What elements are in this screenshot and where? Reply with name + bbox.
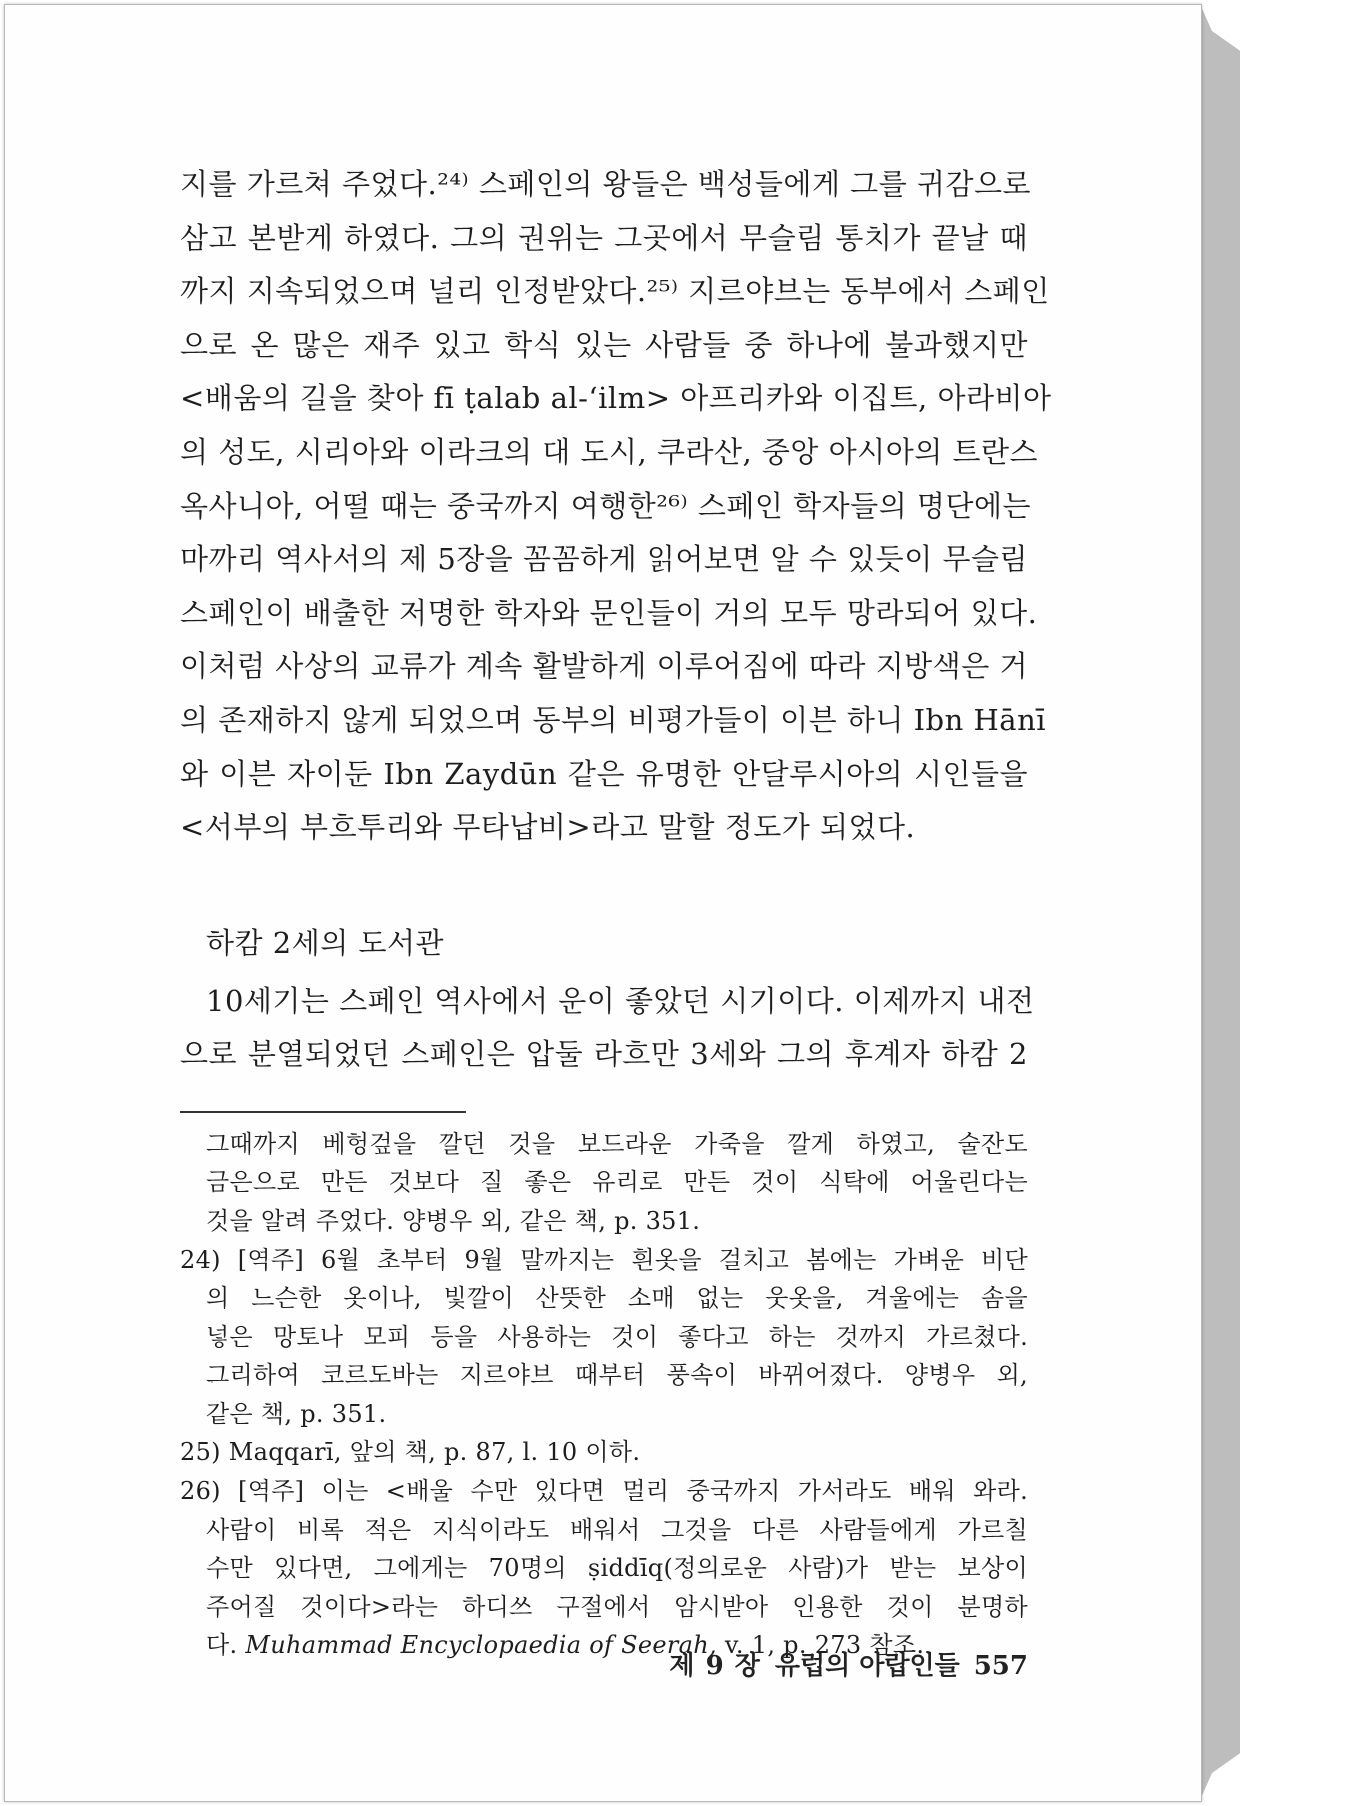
body-paragraph (180, 158, 1052, 855)
section-paragraph (180, 975, 1035, 1081)
footnote-line: 주어질 것이다>라는 하디쓰 구절에서 암시받아 인용한 것이 분명하 (206, 1592, 1028, 1621)
text-line: 까지 지속되었으며 널리 인정받았다.²⁵⁾ 지르야브는 동부에서 스페인 (180, 274, 1050, 309)
footnotes (180, 1125, 1028, 1665)
text-line: <서부의 부흐투리와 무타납비>라고 말할 정도가 되었다. (180, 810, 916, 845)
text-line: 으로 온 많은 재주 있고 학식 있는 사람들 중 하나에 불과했지만 (180, 327, 1028, 362)
chapter-label: 제 9 장 (669, 1651, 761, 1681)
footnote-line: 것을 알려 주었다. 양병우 외, 같은 책, p. 351. (206, 1206, 701, 1235)
footnote-line: 그리하여 코르도바는 지르야브 때부터 풍속이 바뀌어졌다. 양병우 외, (206, 1361, 1028, 1390)
footnote-line: 26) [역주] 이는 <배울 수만 있다면 멀리 중국까지 가서라도 배워 와라. (180, 1477, 1028, 1506)
footnote-line: 같은 책, p. 351. (206, 1399, 387, 1428)
text-line: 마까리 역사서의 제 5장을 꼼꼼하게 읽어보면 알 수 있듯이 무슬림 (180, 542, 1028, 577)
footnote-line: 수만 있다면, 그에게는 70명의 ṣiddīq(정의로운 사람)가 받는 보상이 (206, 1554, 1028, 1583)
footnote-line: 의 느슨한 옷이나, 빛깔이 산뜻한 소매 없는 웃옷을, 겨울에는 솜을 (206, 1284, 1028, 1313)
text-line: 10세기는 스페인 역사에서 운이 좋았던 시기이다. 이제까지 내전 (206, 983, 1035, 1018)
text-line: 스페인이 배출한 저명한 학자와 문인들이 거의 모두 망라되어 있다. (180, 595, 1038, 630)
footnote-text: v. 1, p. 273 참조. (724, 1631, 925, 1660)
page-content (180, 158, 1052, 1665)
section-heading: 하캄 2세의 도서관 (206, 925, 444, 960)
text-line: <배움의 길을 찾아 fī ṭalab al-ʻilm> 아프리카와 이집트, 아라비아 (180, 381, 1052, 416)
footnote-26 (180, 1472, 1028, 1665)
page-number: 557 (973, 1651, 1028, 1681)
footnote-line: 25) Maqqarī, 앞의 책, p. 87, l. 10 이하. (180, 1438, 641, 1467)
text-line: 의 존재하지 않게 되었으며 동부의 비평가들이 이븐 하니 Ibn Hānī (180, 702, 1047, 737)
text-line: 옥사니아, 어떨 때는 중국까지 여행한²⁶⁾ 스페인 학자들의 명단에는 (180, 488, 1031, 523)
footnote-separator (180, 1111, 466, 1113)
footnote-continued (180, 1125, 1028, 1241)
text-line: 지를 가르쳐 주었다.²⁴⁾ 스페인의 왕들은 백성들에게 그를 귀감으로 (180, 167, 1031, 201)
footnote-line: 24) [역주] 6월 초부터 9월 말까지는 흰옷을 걸치고 봄에는 가벼운 비단 (180, 1245, 1028, 1274)
footnote-line: 금은으로 만든 것보다 질 좋은 유리로 만든 것이 식탁에 어울린다는 (206, 1168, 1028, 1197)
book-title: Muhammad Encyclopaedia of Seerah, (245, 1631, 717, 1660)
text-line: 으로 분열되었던 스페인은 압둘 라흐만 3세와 그의 후계자 하캄 2 (180, 1036, 1028, 1071)
text-line: 이처럼 사상의 교류가 계속 활발하게 이루어짐에 따라 지방색은 거 (180, 649, 1028, 684)
footnote-25 (180, 1433, 1028, 1472)
chapter-title: 유럽의 아랍인들 (774, 1651, 960, 1681)
book-page-edge (1200, 4, 1240, 1800)
page-footer (180, 1648, 1028, 1684)
text-line: 와 이븐 자이둔 Ibn Zaydūn 같은 유명한 안달루시아의 시인들을 (180, 756, 1028, 791)
footnote-line: 넣은 망토나 모피 등을 사용하는 것이 좋다고 하는 것까지 가르쳤다. (206, 1322, 1028, 1351)
footnote-line: 사람이 비록 적은 지식이라도 배워서 그것을 다른 사람들에게 가르칠 (206, 1515, 1028, 1544)
footnote-line: 그때까지 베헝겊을 깔던 것을 보드라운 가죽을 깔게 하였고, 술잔도 (206, 1129, 1028, 1158)
text-line: 삼고 본받게 하였다. 그의 권위는 그곳에서 무슬림 통치가 끝날 때 (180, 220, 1028, 255)
text-line: 의 성도, 시리아와 이라크의 대 도시, 쿠라산, 중앙 아시아의 트란스 (180, 434, 1038, 469)
footnote-24 (180, 1241, 1028, 1434)
footnote-text: 다. (206, 1631, 238, 1660)
